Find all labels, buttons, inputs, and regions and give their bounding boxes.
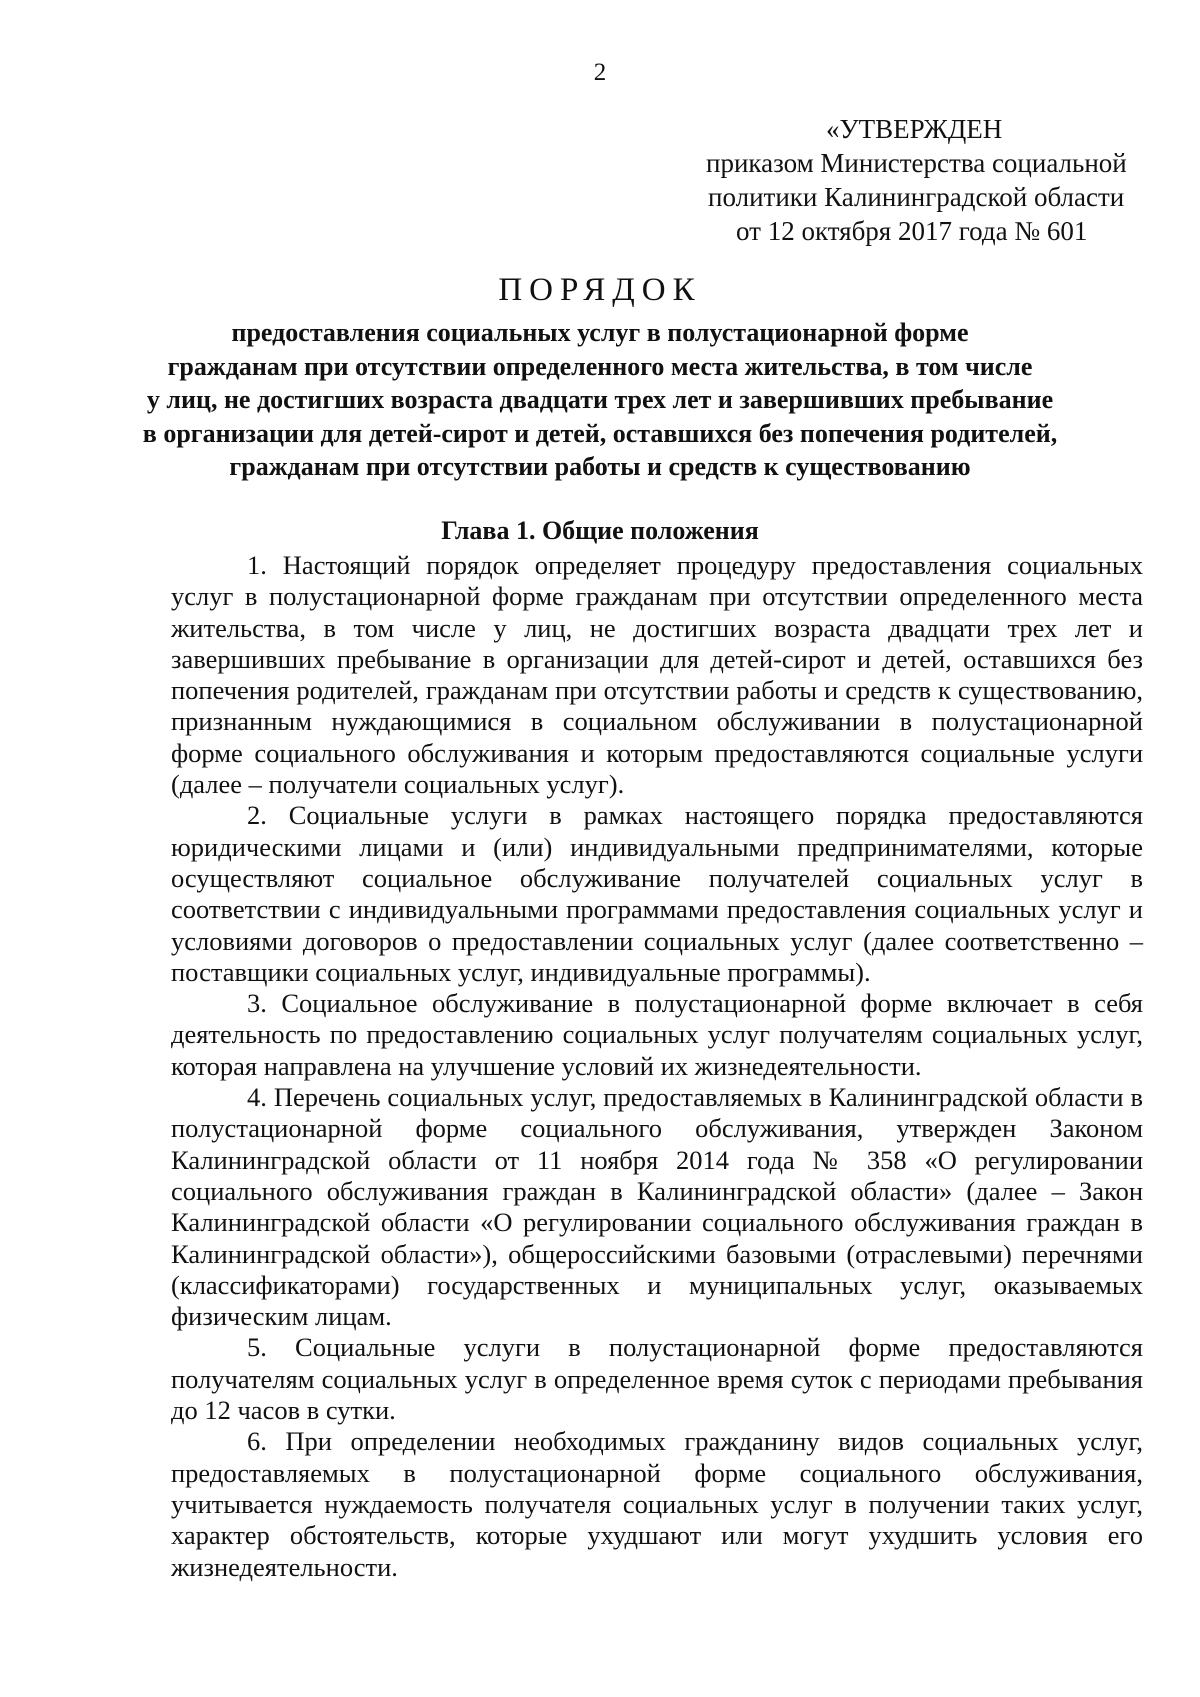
approval-line: от 12 октября 2017 года № 601 xyxy=(736,216,1088,246)
approval-line: политики Калининградской области xyxy=(708,182,1125,212)
page-number: 2 xyxy=(593,59,607,86)
subtitle-line: у лиц, не достигших возраста двадцати трех лет и завершивших пребывание xyxy=(146,385,1054,414)
paragraph: 6. При определении необходимых гражданину видов социальных услуг, предоставляемых в полустационарной форме социального обслуживания, учитывается нуждаемость получателя социальных услуг в получении таких услуг, характер обстоятельств, которые ухудшают или могут ухудшить условия его жизнедеятельности. xyxy=(171,1426,1143,1582)
subtitle-line: гражданам при отсутствии работы и средств к существованию xyxy=(229,452,971,481)
document-subtitle xyxy=(0,316,1200,484)
paragraph: 2. Социальные услуги в рамках настоящего порядка предоставляются юридическими лицами и (или) индивидуальными предпринимателями, которые осуществляют социальное обслуживание получателей социальных услуг в соответствии с индивидуальными программами предоставления социальных услуг и условиями договоров о предоставлении социальных услуг (далее соответственно – поставщики социальных услуг, индивидуальные программы). xyxy=(171,800,1143,987)
approval-line: «УТВЕРЖДЕН xyxy=(826,114,1003,144)
paragraph: 1. Настоящий порядок определяет процедуру предоставления социальных услуг в полустационарной форме гражданам при отсутствии определенного места жительства, в том числе у лиц, не достигших возраста двадцати трех лет и завершивших пребывание в организации для детей-сирот и детей, оставшихся без попечения родителей, гражданам при отсутствии работы и средств к существованию, признанным нуждающимися в социальном обслуживании в полустационарной форме социального обслуживания и которым предоставляются социальные услуги (далее – получатели социальных услуг). xyxy=(171,550,1143,800)
document-title: ПОРЯДОК xyxy=(498,272,702,308)
approval-stamp xyxy=(680,112,1200,248)
subtitle-line: предоставления социальных услуг в полустационарной форме xyxy=(231,318,969,347)
subtitle-line: в организации для детей-сирот и детей, оставшихся без попечения родителей, xyxy=(142,418,1058,448)
chapter-heading: Глава 1. Общие положения xyxy=(441,516,759,545)
approval-line: приказом Министерства социальной xyxy=(706,148,1127,178)
subtitle-line: гражданам при отсутствии определенного места жительства, в том числе xyxy=(167,351,1033,381)
paragraph: 3. Социальное обслуживание в полустационарной форме включает в себя деятельность по предоставлению социальных услуг получателям социальных услуг, которая направлена на улучшение условий их жизнедеятельности. xyxy=(171,988,1143,1081)
paragraph: 5. Социальные услуги в полустационарной форме предоставляются получателям социальных услуг в определенное время суток с периодами пребывания до 12 часов в сутки. xyxy=(171,1332,1143,1426)
paragraph: 4. Перечень социальных услуг, предоставляемых в Калининградской области в полустационарной форме социального обслуживания, утвержден Законом Калининградской области от 11 ноября 2014 года № 358 «О регулировании социального обслуживания граждан в Калининградской области» (далее – Закон Калининградской области «О регулировании социального обслуживания граждан в Калининградской области»), общероссийскими базовыми (отраслевыми) перечнями (классификаторами) государственных и муниципальных услуг, оказываемых физическим лицам. xyxy=(171,1082,1143,1332)
document-body xyxy=(171,550,1143,1583)
